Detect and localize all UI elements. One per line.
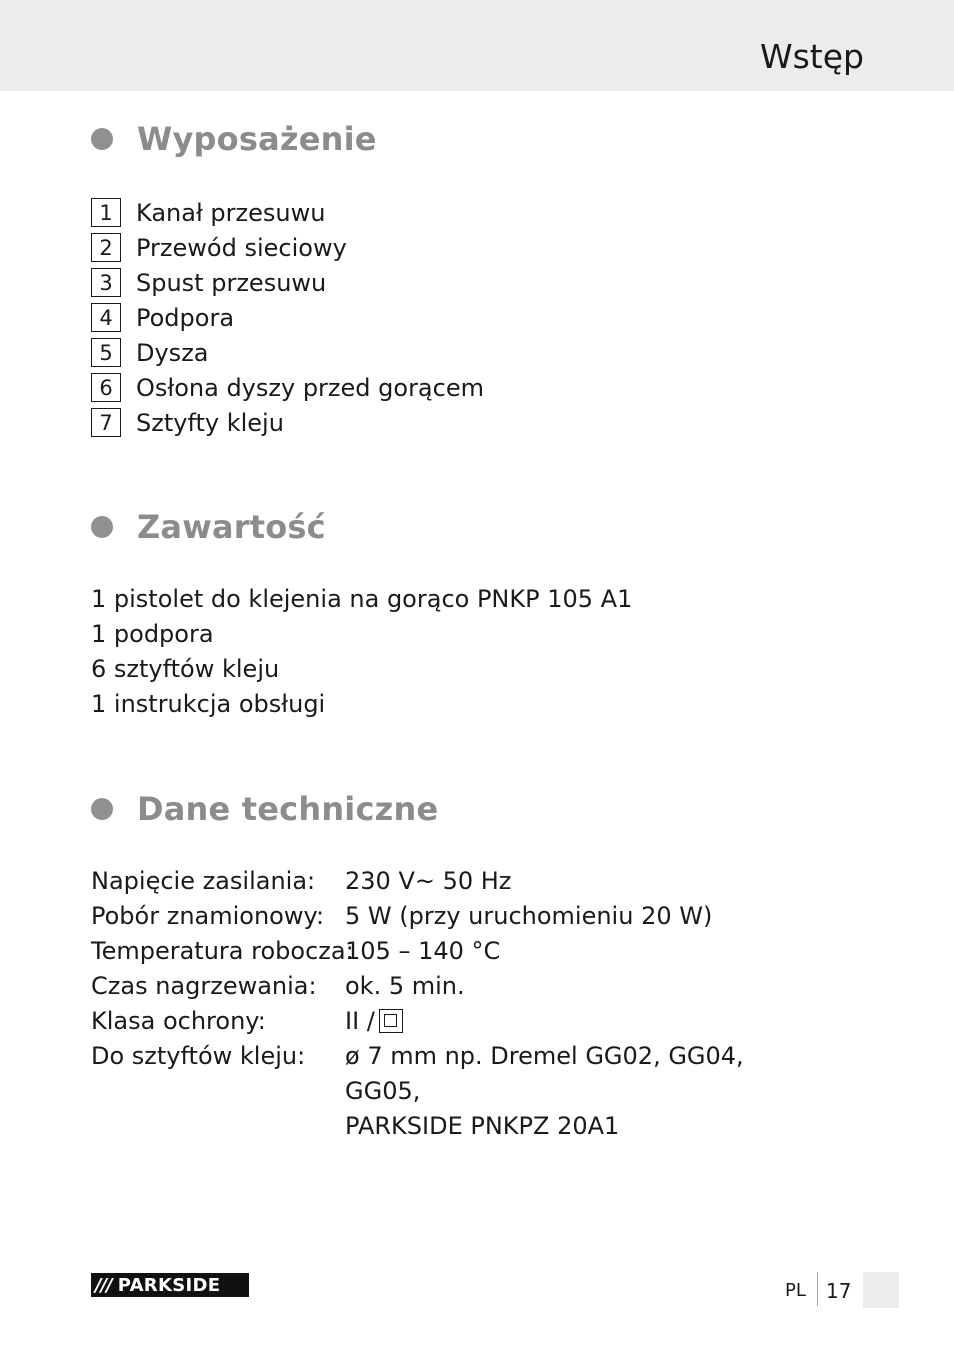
spec-value: ok. 5 min. [345, 972, 465, 1000]
contents-line: 1 podpora [91, 620, 214, 648]
spec-value: 230 V~ 50 Hz [345, 867, 512, 895]
footer-divider [817, 1272, 818, 1306]
equipment-item [91, 265, 484, 300]
part-label: Dysza [136, 338, 209, 367]
protection-class-text: II / [345, 1007, 375, 1035]
part-label: Przewód sieciowy [136, 233, 347, 262]
part-number-box: 1 [91, 198, 121, 227]
technical-title: Dane techniczne [137, 790, 439, 828]
spec-row [91, 1004, 825, 1039]
equipment-item [91, 335, 484, 370]
spec-label: Temperatura robocza: [91, 937, 354, 965]
spec-row [91, 969, 825, 1004]
spec-label [91, 1109, 345, 1144]
part-number-box: 6 [91, 373, 121, 402]
logo-text: PARKSIDE [117, 1274, 221, 1296]
spec-value-protection-class [345, 1004, 825, 1039]
equipment-item [91, 405, 484, 440]
language-code: PL [785, 1280, 806, 1301]
page-section-title: Wstęp [759, 37, 864, 76]
equipment-item [91, 230, 484, 265]
parkside-logo [91, 1273, 249, 1297]
equipment-section-heading [91, 119, 377, 159]
part-label: Osłona dyszy przed gorącem [136, 373, 484, 402]
part-label: Podpora [136, 303, 235, 332]
spec-label: Klasa ochrony: [91, 1007, 266, 1035]
spec-value: 5 W (przy uruchomieniu 20 W) [345, 902, 713, 930]
spec-label: Pobór znamionowy: [91, 902, 325, 930]
spec-row [91, 1109, 825, 1144]
spec-label: Napięcie zasilania: [91, 867, 316, 895]
spec-row [91, 1039, 825, 1109]
equipment-item [91, 300, 484, 335]
contents-line: 6 sztyftów kleju [91, 655, 280, 683]
spec-row [91, 864, 825, 899]
part-number-box: 5 [91, 338, 121, 367]
part-number-box: 3 [91, 268, 121, 297]
contents-line: 1 pistolet do klejenia na gorąco PNKP 105 A1 [91, 585, 633, 613]
contents-list [91, 582, 632, 722]
logo-stripes: /// [95, 1274, 112, 1296]
spec-value: PARKSIDE PNKPZ 20A1 [345, 1112, 620, 1140]
spec-value: 105 – 140 °C [345, 937, 501, 965]
spec-row [91, 899, 825, 934]
page-tab-marker [863, 1272, 899, 1308]
contents-section-heading [91, 507, 326, 547]
part-number-box: 2 [91, 233, 121, 262]
spec-label: Do sztyftów kleju: [91, 1042, 306, 1070]
part-label: Spust przesuwu [136, 268, 327, 297]
contents-title: Zawartość [137, 508, 326, 546]
spec-row [91, 934, 825, 969]
part-number-box: 4 [91, 303, 121, 332]
protection-class-ii-icon [379, 1009, 403, 1033]
equipment-list [91, 195, 484, 440]
technical-data-table [91, 864, 825, 1144]
part-number-box: 7 [91, 408, 121, 437]
bullet-icon [91, 516, 113, 538]
equipment-title: Wyposażenie [137, 120, 377, 158]
technical-section-heading [91, 789, 438, 829]
equipment-item [91, 195, 484, 230]
bullet-icon [91, 798, 113, 820]
equipment-item [91, 370, 484, 405]
part-label: Kanał przesuwu [136, 198, 326, 227]
contents-line: 1 instrukcja obsługi [91, 690, 326, 718]
spec-value: ø 7 mm np. Dremel GG02, GG04, GG05, [345, 1042, 744, 1105]
page-number: 17 [826, 1279, 852, 1303]
bullet-icon [91, 128, 113, 150]
part-label: Sztyfty kleju [136, 408, 284, 437]
spec-label: Czas nagrzewania: [91, 972, 317, 1000]
